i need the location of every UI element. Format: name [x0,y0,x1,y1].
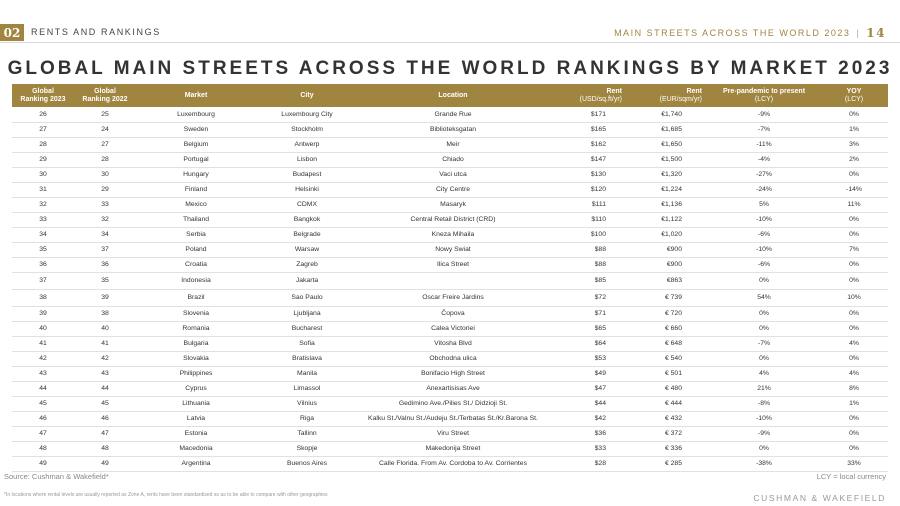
yoy-cell: 0% [820,426,888,441]
yoy-cell: -14% [820,182,888,197]
rent-usd-cell: $47 [548,381,628,396]
city-cell: Buenos Aires [256,456,358,471]
table-row [12,411,888,426]
rent-eur-cell: €863 [628,272,708,289]
yoy-cell: 0% [820,257,888,272]
location-cell: Gedimino Ave./Pilies St./ Didzioji St. [358,396,548,411]
city-cell: Manila [256,366,358,381]
column-header-location: Location [358,84,548,107]
column-header-city: City [256,84,358,107]
rank-2022-cell: 38 [74,306,136,321]
rent-usd-cell: $64 [548,336,628,351]
table-row [12,321,888,336]
pre-pandemic-cell: -9% [708,107,820,122]
yoy-cell: 0% [820,441,888,456]
rank-2023-cell: 37 [12,272,74,289]
section-number-badge: 02 [0,24,24,41]
pre-pandemic-cell: -10% [708,212,820,227]
pre-pandemic-cell: 0% [708,441,820,456]
rank-2022-cell: 47 [74,426,136,441]
table-row [12,351,888,366]
rank-2022-cell: 48 [74,441,136,456]
pre-pandemic-cell: 54% [708,289,820,306]
column-header-yoy: YOY (LCY) [820,84,888,107]
yoy-cell: 0% [820,306,888,321]
pre-pandemic-cell: 0% [708,321,820,336]
market-cell: Mexico [136,197,256,212]
yoy-cell: 1% [820,396,888,411]
city-cell: Bangkok [256,212,358,227]
market-cell: Cyprus [136,381,256,396]
yoy-cell: 0% [820,212,888,227]
rent-usd-cell: $53 [548,351,628,366]
market-cell: Slovenia [136,306,256,321]
location-cell: Kneza Mihaila [358,227,548,242]
rank-2022-cell: 25 [74,107,136,122]
table-row [12,137,888,152]
rent-eur-cell: € 501 [628,366,708,381]
pre-pandemic-cell: -11% [708,137,820,152]
yoy-cell: 0% [820,272,888,289]
rank-2023-cell: 48 [12,441,74,456]
rank-2022-cell: 36 [74,257,136,272]
rent-usd-cell: $171 [548,107,628,122]
page-title: GLOBAL MAIN STREETS ACROSS THE WORLD RANKINGS BY MARKET 2023 [7,58,893,79]
report-title: MAIN STREETS ACROSS THE WORLD 2023 [614,28,851,38]
city-cell: Budapest [256,167,358,182]
rent-eur-cell: € 372 [628,426,708,441]
yoy-cell: 10% [820,289,888,306]
rank-2023-cell: 31 [12,182,74,197]
market-cell: Sweden [136,122,256,137]
table-row [12,167,888,182]
location-cell: Viru Street [358,426,548,441]
table-row [12,197,888,212]
rent-usd-cell: $33 [548,441,628,456]
rent-eur-cell: €1,020 [628,227,708,242]
rank-2022-cell: 41 [74,336,136,351]
pre-pandemic-cell: -7% [708,336,820,351]
city-cell: Sofia [256,336,358,351]
market-cell: Latvia [136,411,256,426]
location-cell: Meir [358,137,548,152]
city-cell: Tallinn [256,426,358,441]
rank-2022-cell: 29 [74,182,136,197]
city-cell: Luxembourg City [256,107,358,122]
pre-pandemic-cell: -9% [708,426,820,441]
rank-2023-cell: 44 [12,381,74,396]
rent-eur-cell: €1,320 [628,167,708,182]
pre-pandemic-cell: -4% [708,152,820,167]
market-cell: Serbia [136,227,256,242]
market-cell: Argentina [136,456,256,471]
location-cell: Central Retail District (CRD) [358,212,548,227]
table-row [12,366,888,381]
rent-usd-cell: $36 [548,426,628,441]
market-cell: Luxembourg [136,107,256,122]
rank-2023-cell: 33 [12,212,74,227]
rank-2022-cell: 33 [74,197,136,212]
yoy-cell: 7% [820,242,888,257]
yoy-cell: 0% [820,351,888,366]
rent-usd-cell: $44 [548,396,628,411]
rent-eur-cell: € 739 [628,289,708,306]
pre-pandemic-cell: -6% [708,227,820,242]
city-cell: Bucharest [256,321,358,336]
yoy-cell: 0% [820,321,888,336]
rent-usd-cell: $88 [548,257,628,272]
table-row [12,336,888,351]
market-cell: Philippines [136,366,256,381]
location-cell: Chiado [358,152,548,167]
market-cell: Romania [136,321,256,336]
city-cell: Zagreb [256,257,358,272]
market-cell: Macedonia [136,441,256,456]
rank-2022-cell: 44 [74,381,136,396]
pre-pandemic-cell: 5% [708,197,820,212]
rent-eur-cell: €1,685 [628,122,708,137]
rank-2022-cell: 34 [74,227,136,242]
rent-usd-cell: $120 [548,182,628,197]
rent-usd-cell: $88 [548,242,628,257]
yoy-cell: 0% [820,227,888,242]
city-cell: Warsaw [256,242,358,257]
brand-logo-text: CUSHMAN & WAKEFIELD [753,493,886,503]
header-separator: | [856,28,861,38]
column-header-rent-usd: Rent (USD/sq.ft/yr) [548,84,628,107]
column-header-pre-pandemic: Pre-pandemic to present (LCY) [708,84,820,107]
rank-2022-cell: 35 [74,272,136,289]
yoy-cell: 4% [820,336,888,351]
city-cell: Sao Paulo [256,289,358,306]
rank-2023-cell: 29 [12,152,74,167]
rank-2023-cell: 34 [12,227,74,242]
rank-2023-cell: 26 [12,107,74,122]
rent-usd-cell: $85 [548,272,628,289]
city-cell: CDMX [256,197,358,212]
location-cell: Bonifacio High Street [358,366,548,381]
rent-usd-cell: $130 [548,167,628,182]
city-cell: Ljubljana [256,306,358,321]
rent-eur-cell: € 720 [628,306,708,321]
pre-pandemic-cell: -7% [708,122,820,137]
location-cell: Vitosha Blvd [358,336,548,351]
table-row [12,107,888,122]
rank-2023-cell: 35 [12,242,74,257]
pre-pandemic-cell: 0% [708,351,820,366]
table-row [12,456,888,471]
yoy-cell: 4% [820,366,888,381]
table-row [12,242,888,257]
city-cell: Lisbon [256,152,358,167]
rent-eur-cell: €1,136 [628,197,708,212]
location-cell: Vaci utca [358,167,548,182]
header-divider [0,42,900,43]
market-cell: Croatia [136,257,256,272]
city-cell: Skopje [256,441,358,456]
rent-eur-cell: € 444 [628,396,708,411]
table-row [12,396,888,411]
table-row [12,122,888,137]
rank-2022-cell: 30 [74,167,136,182]
report-header [614,26,886,40]
rent-eur-cell: € 648 [628,336,708,351]
city-cell: Stockholm [256,122,358,137]
table-row [12,152,888,167]
rank-2023-cell: 43 [12,366,74,381]
market-cell: Finland [136,182,256,197]
market-cell: Slovakia [136,351,256,366]
location-cell: Grande Rue [358,107,548,122]
rankings-table [12,84,888,472]
pre-pandemic-cell: 0% [708,306,820,321]
location-cell: City Centre [358,182,548,197]
market-cell: Belgium [136,137,256,152]
currency-note: LCY = local currency [816,472,886,481]
column-header-ranking-2022: Global Ranking 2022 [74,84,136,107]
rent-usd-cell: $162 [548,137,628,152]
location-cell: Calea Victoriei [358,321,548,336]
rent-usd-cell: $165 [548,122,628,137]
rent-usd-cell: $110 [548,212,628,227]
rank-2023-cell: 49 [12,456,74,471]
market-cell: Thailand [136,212,256,227]
column-header-market: Market [136,84,256,107]
city-cell: Vilnius [256,396,358,411]
yoy-cell: 0% [820,411,888,426]
location-cell: Obchodna ulica [358,351,548,366]
rank-2023-cell: 40 [12,321,74,336]
table-body [12,107,888,471]
page-number: 14 [866,26,886,40]
city-cell: Riga [256,411,358,426]
rank-2023-cell: 38 [12,289,74,306]
rank-2022-cell: 40 [74,321,136,336]
market-cell: Portugal [136,152,256,167]
city-cell: Bratislava [256,351,358,366]
table-row [12,306,888,321]
rent-eur-cell: € 480 [628,381,708,396]
pre-pandemic-cell: -27% [708,167,820,182]
location-cell: Masaryk [358,197,548,212]
pre-pandemic-cell: -8% [708,396,820,411]
rank-2022-cell: 43 [74,366,136,381]
table-header-row [12,84,888,107]
market-cell: Brazil [136,289,256,306]
pre-pandemic-cell: 21% [708,381,820,396]
market-cell: Bulgaria [136,336,256,351]
rent-usd-cell: $100 [548,227,628,242]
yoy-cell: 8% [820,381,888,396]
table-row [12,289,888,306]
pre-pandemic-cell: -10% [708,242,820,257]
table-row [12,212,888,227]
market-cell: Lithuania [136,396,256,411]
rent-usd-cell: $42 [548,411,628,426]
location-cell: Nowy Swiat [358,242,548,257]
yoy-cell: 0% [820,167,888,182]
yoy-cell: 11% [820,197,888,212]
table-row [12,257,888,272]
rent-usd-cell: $28 [548,456,628,471]
rent-eur-cell: € 540 [628,351,708,366]
location-cell: Oscar Freire Jardins [358,289,548,306]
city-cell: Helsinki [256,182,358,197]
rank-2023-cell: 30 [12,167,74,182]
rank-2022-cell: 39 [74,289,136,306]
table-row [12,272,888,289]
location-cell: Calle Florida. From Av. Cordoba to Av. Corrientes [358,456,548,471]
rank-2023-cell: 41 [12,336,74,351]
rent-eur-cell: € 432 [628,411,708,426]
yoy-cell: 1% [820,122,888,137]
rank-2023-cell: 39 [12,306,74,321]
rank-2022-cell: 49 [74,456,136,471]
rank-2022-cell: 37 [74,242,136,257]
market-cell: Poland [136,242,256,257]
section-label: RENTS AND RANKINGS [31,27,161,37]
rank-2023-cell: 45 [12,396,74,411]
rent-eur-cell: €1,740 [628,107,708,122]
location-cell: Makedonija Street [358,441,548,456]
table-row [12,381,888,396]
location-cell: Kalku St./Valnu St./Audeju St./Terbatas St./Kr.Barona St. [358,411,548,426]
column-header-rent-eur: Rent (EUR/sqm/yr) [628,84,708,107]
rent-eur-cell: € 336 [628,441,708,456]
table-row [12,182,888,197]
rent-eur-cell: €1,650 [628,137,708,152]
market-cell: Estonia [136,426,256,441]
pre-pandemic-cell: -38% [708,456,820,471]
rent-eur-cell: €1,224 [628,182,708,197]
rent-eur-cell: €900 [628,257,708,272]
rent-usd-cell: $71 [548,306,628,321]
rent-eur-cell: €900 [628,242,708,257]
rank-2023-cell: 32 [12,197,74,212]
footnote: *In locations where rental levels are usually reported as Zone A, rents have been standardised so as to be able to compare with other geographies [4,492,328,498]
rent-eur-cell: €1,122 [628,212,708,227]
table-row [12,227,888,242]
location-cell: Čopova [358,306,548,321]
city-cell: Antwerp [256,137,358,152]
rank-2023-cell: 28 [12,137,74,152]
city-cell: Limassol [256,381,358,396]
market-cell: Hungary [136,167,256,182]
table-row [12,426,888,441]
column-header-ranking-2023: Global Ranking 2023 [12,84,74,107]
rent-usd-cell: $72 [548,289,628,306]
table-row [12,441,888,456]
city-cell: Jakarta [256,272,358,289]
city-cell: Belgrade [256,227,358,242]
rank-2022-cell: 27 [74,137,136,152]
yoy-cell: 0% [820,107,888,122]
rent-usd-cell: $65 [548,321,628,336]
source-note: Source: Cushman & Wakefield* [4,472,109,481]
location-cell: Anexartisisas Ave [358,381,548,396]
pre-pandemic-cell: -6% [708,257,820,272]
rank-2022-cell: 24 [74,122,136,137]
rent-eur-cell: € 285 [628,456,708,471]
rent-eur-cell: € 660 [628,321,708,336]
rank-2022-cell: 32 [74,212,136,227]
rank-2023-cell: 27 [12,122,74,137]
location-cell [358,272,548,289]
market-cell: Indonesia [136,272,256,289]
pre-pandemic-cell: 4% [708,366,820,381]
rank-2022-cell: 45 [74,396,136,411]
rank-2023-cell: 42 [12,351,74,366]
rent-usd-cell: $111 [548,197,628,212]
rank-2023-cell: 46 [12,411,74,426]
rent-eur-cell: €1,500 [628,152,708,167]
rank-2023-cell: 47 [12,426,74,441]
rank-2022-cell: 28 [74,152,136,167]
rank-2022-cell: 42 [74,351,136,366]
rent-usd-cell: $147 [548,152,628,167]
pre-pandemic-cell: -10% [708,411,820,426]
location-cell: Biblioteksgatan [358,122,548,137]
rent-usd-cell: $49 [548,366,628,381]
pre-pandemic-cell: -24% [708,182,820,197]
location-cell: Ilica Street [358,257,548,272]
rank-2022-cell: 46 [74,411,136,426]
yoy-cell: 2% [820,152,888,167]
pre-pandemic-cell: 0% [708,272,820,289]
yoy-cell: 33% [820,456,888,471]
yoy-cell: 3% [820,137,888,152]
rank-2023-cell: 36 [12,257,74,272]
